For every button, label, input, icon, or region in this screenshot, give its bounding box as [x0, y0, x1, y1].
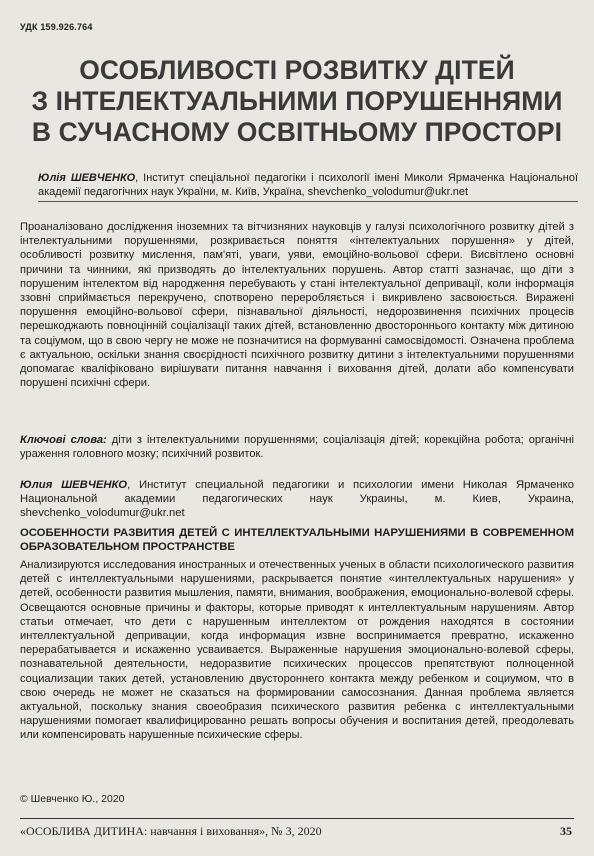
title-line: З ІНТЕЛЕКТУАЛЬНИМИ ПОРУШЕННЯМИ	[31, 86, 563, 116]
author-info-ua	[38, 171, 578, 202]
keywords-ua	[20, 433, 574, 461]
copyright-notice: © Шевченко Ю., 2020	[20, 793, 125, 805]
keywords-text: діти з інтелектуальними порушеннями; соціалізація дітей; корекційна робота; органічні ураження головного мозку; психічний розвиток.	[20, 434, 574, 461]
title-line: ОСОБЛИВОСТІ РОЗВИТКУ ДІТЕЙ	[79, 55, 515, 85]
article-title-ru: ОСОБЕННОСТИ РАЗВИТИЯ ДЕТЕЙ С ИНТЕЛЛЕКТУАЛЬНЫМИ НАРУШЕНИЯМИ В СОВРЕМЕННОМ ОБРАЗОВАТЕЛЬНОМ ПРОСТРАНСТВЕ	[20, 527, 574, 554]
udc-code: УДК 159.926.764	[20, 22, 93, 32]
author-info-ru	[20, 478, 574, 521]
page-number: 35	[560, 824, 572, 838]
footer-divider	[20, 818, 574, 819]
journal-footer: «ОСОБЛИВА ДИТИНА: навчання і виховання», № 3, 2020	[20, 824, 322, 838]
author-name-ru: Юлия ШЕВЧЕНКО	[20, 479, 128, 491]
author-affiliation-ru: , Институт специальной педагогики и психологии имени Николая Ярмаченко Национальной академии педагогических наук Украины, м. Киев, Украина, shevchenko_volodumur@ukr.net	[20, 479, 574, 520]
title-line: В СУЧАСНОМУ ОСВІТНЬОМУ ПРОСТОРІ	[31, 117, 563, 147]
article-title	[20, 55, 574, 148]
abstract-ua: Проаналізовано дослідження іноземних та вітчизняних науковців у галузі психологічного розвитку дітей з інтелектуальними порушеннями, розкривається поняття «інтелектуальних порушення» у дітей, особливості розвитку мислення, пам'яті, уваги, уяви, емоційно-вольової сфери. Висвітлено основні причини та чинники, які призводять до інтелектуальних порушень. Автор статті зазначає, що діти з порушеним інтелектом від народження перебувають у стані інтелектуальної депривації, коли інформація ззовні сприймається перекручено, спотворено переробляється і викривлено засвоюється. Виражені порушення емоційно-вольової сфери, пізнавальної діяльності, недорозвинення психічних процесів перешкоджають повноцінній соціалізації таких дітей, встановленню двостороннього контакту між дитиною та соціумом, що в свою чергу не може не позначитися на формуванні самосвідомості. Означена проблема є актуальною, оскільки знання своєрідності психічного розвитку дитини з інтелектуальними порушеннями допомагає кваліфіковано вирішувати питання навчання і виховання дітей, долати або компенсувати порушені психічні сфери.	[20, 221, 574, 390]
author-name: Юлія ШЕВЧЕНКО	[38, 172, 136, 184]
keywords-label: Ключові слова:	[20, 434, 107, 446]
abstract-ru: Анализируются исследования иностранных и отечественных ученых в области психологического развития детей с интеллектуальными нарушениями, раскрывается понятие «интеллектуальных нарушения» у детей, особенности развития мышления, памяти, внимания, воображения, емоционально-волевой сферы. Освещаются основные причины и факторы, которые приводят к интеллектуальным нарушениям. Автор статьи отмечает, что дети с нарушенным интеллектом от рождения находятся в состоянии интеллектуальной депривации, когда информация извне воспринимается превратно, искаженно перерабатывается и искаженно усваивается. Выраженные нарушения эмоционально-волевой сферы, познавательной деятельности, недоразвитие психических процессов препятствуют полноценной социализации таких детей, установлению двустороннего контакта между ребенком и социумом, что в свою очередь не может не сказаться на формировании самосознания. Данная проблема является актуальной, поскольку знания своеобразия психического развития ребенка с интеллектуальными нарушениями помогает квалифицированно решать вопросы обучения и воспитания детей, преодолевать или компенсировать нарушенные психические сферы.	[20, 559, 574, 742]
author-affiliation: , Інститут спеціальної педагогіки і психології імені Миколи Ярмаченка Національної академії педагогічних наук України, м. Київ, Україна, shevchenko_volodumur@ukr.net	[38, 172, 579, 198]
